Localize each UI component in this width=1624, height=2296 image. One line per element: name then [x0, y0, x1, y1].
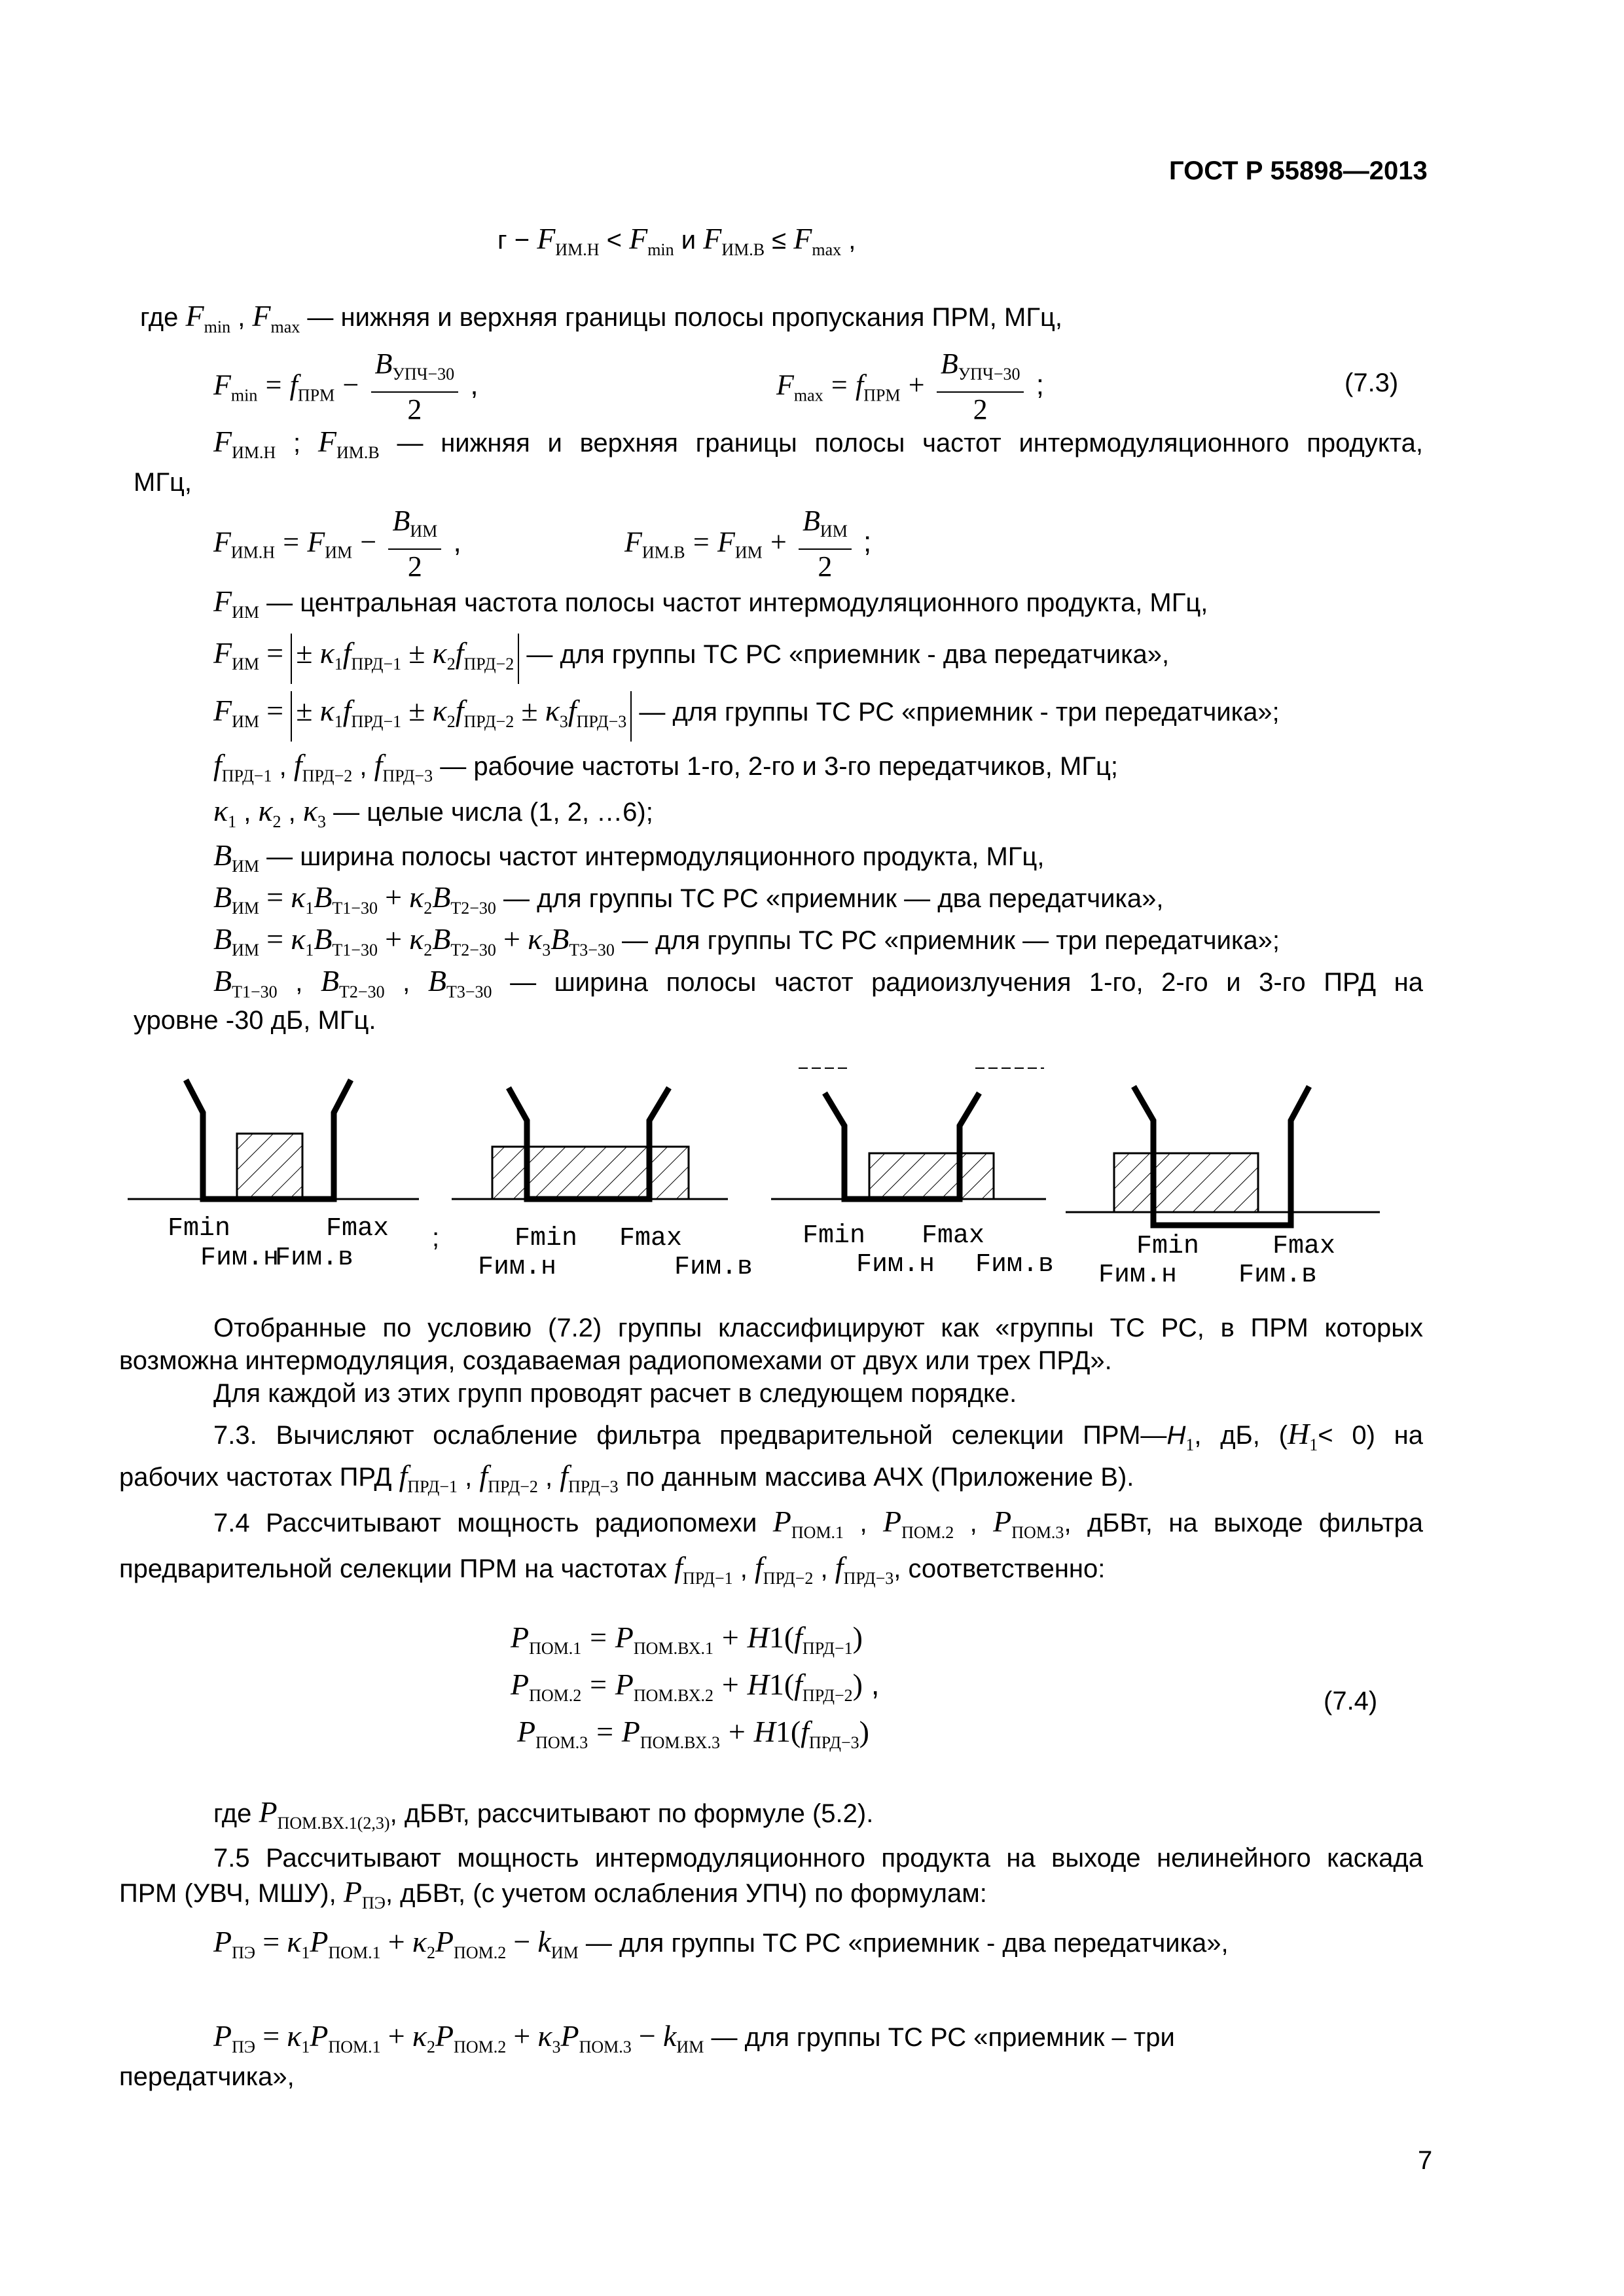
fig2-fimn-label: Fим.н	[478, 1253, 557, 1282]
fim-bounds-unit: МГц,	[134, 468, 192, 497]
fig1-fimn-label: Fим.н	[200, 1244, 280, 1273]
figure-panel-2	[452, 1088, 728, 1199]
formula-ppom3: $P_{ПОМ.3} = P_{ПОМ.ВХ.3} + H1(f_{ПРД-3})$	[517, 1715, 869, 1752]
fig4-fimn-label: Fим.н	[1098, 1261, 1178, 1290]
bt-definition-cont: уровне -30 дБ, МГц.	[134, 1006, 376, 1035]
equation-number-7-3: (7.3)	[1344, 368, 1399, 397]
fig1-fmin-label: Fmin	[168, 1214, 231, 1244]
formula-fim-three: $F_{ИМ}$ = ± $\kappa_1f_{ПРД-1} \pm \kappa_2f_{ПРД-2} \pm \kappa_3f_{ПРД-3}$ — для группы ТС РС «приемник - три передатчика»;	[213, 691, 1280, 742]
formula-pe-three: $P_{ПЭ} = \kappa_1P_{ПОМ.1} + \kappa_2P_{ПОМ.2} + \kappa_3P_{ПОМ.3} - k_{ИМ}$ — для группы ТС РС «приемник – три	[213, 2019, 1175, 2056]
figure-panel-4	[1066, 1086, 1380, 1225]
fig3-fimn-label: Fим.н	[856, 1250, 935, 1280]
figure-panel-1	[128, 1080, 419, 1199]
fig4-fimv-label: Fим.в	[1238, 1261, 1318, 1290]
formula-fim-two: $F_{ИМ}$ = ± $\kappa_1f_{ПРД-1} \pm \kappa_2f_{ПРД-2}$ — для группы ТС РС «приемник - два передатчика»,	[213, 634, 1169, 684]
fig1-fimv-label: Fим.в	[275, 1244, 354, 1273]
ppomvx-reference: где $P_{ПОМ.ВХ.1(2,3)}$, дБВт, рассчитывают по формуле (5.2).	[213, 1795, 874, 1833]
fig3-fmin-label: Fmin	[803, 1221, 866, 1251]
bt-definition: $B_{Т1-30}$ , $B_{Т2-30}$ , $B_{Т3-30}$ — ширина полосы частот радиоизлучения 1-го, 2-го и 3-го ПРД на	[213, 964, 1423, 1001]
page-number: 7	[1418, 2146, 1433, 2175]
equation-number-7-4: (7.4)	[1324, 1687, 1378, 1715]
fim-bounds-definition: $F_{ИМ.Н}$ ; $F_{ИМ.В}$ — нижняя и верхняя границы полосы частот интермодуляционного продукта,	[213, 425, 1424, 462]
paragraph-classification-3: Для каждой из этих групп проводят расчет в следующем порядке.	[213, 1379, 1017, 1408]
section-7-5: 7.5 Рассчитывают мощность интермодуляционного продукта на выходе нелинейного каскада	[213, 1844, 1423, 1873]
fig4-fmax-label: Fmax	[1272, 1232, 1336, 1261]
fig4-fmin-label: Fmin	[1136, 1232, 1200, 1261]
formula-fimn: $F_{ИМ.Н} = F_{ИМ}$ − $\frac{B_{ИМ}}{2}$ ,	[213, 505, 461, 583]
fig1-fmax-label: Fmax	[326, 1214, 389, 1244]
formula-fmax: $F_{max} = f_{ПРМ}$ + $\frac{B_{УПЧ-30}}{2}$ ;	[776, 348, 1044, 425]
fig2-fmax-label: Fmax	[619, 1224, 683, 1253]
figure-separator: ;	[432, 1223, 440, 1252]
formula-ppom2: $P_{ПОМ.2} = P_{ПОМ.ВХ.2} + H1(f_{ПРД-2})$ ,	[511, 1667, 880, 1705]
paragraph-classification-1: Отобранные по условию (7.2) группы классифицируют как «группы ТС РС, в ПРМ которых	[213, 1314, 1423, 1342]
formula-fimv: $F_{ИМ.В} = F_{ИМ}$ + $\frac{B_{ИМ}}{2}$ ;	[624, 505, 872, 583]
formula-ppom1: $P_{ПОМ.1} = P_{ПОМ.ВХ.1} + H1(f_{ПРД-1})$	[511, 1621, 863, 1658]
fig2-fmin-label: Fmin	[514, 1224, 578, 1253]
bim-definition: $B_{ИМ}$ — ширина полосы частот интермодуляционного продукта, МГц,	[213, 838, 1045, 876]
fmin-fmax-definition: где $F_{min}$ , $F_{max}$ — нижняя и верхняя границы полосы пропускания ПРМ, МГц,	[140, 299, 1063, 336]
section-7-5-cont: ПРМ (УВЧ, МШУ), $P_{ПЭ}$, дБВт, (с учетом ослабления УПЧ) по формулам:	[119, 1875, 987, 1912]
fprd-definition: $f_{ПРД-1}$ , $f_{ПРД-2}$ , $f_{ПРД-3}$ — рабочие частоты 1-го, 2-го и 3-го передатчиков, МГц;	[213, 748, 1119, 785]
figure-panel-3	[771, 1068, 1046, 1199]
document-header: ГОСТ Р 55898—2013	[1169, 156, 1428, 185]
formula-pe-two: $P_{ПЭ} = \kappa_1P_{ПОМ.1} + \kappa_2P_{ПОМ.2} - k_{ИМ}$ — для группы ТС РС «приемник - два передатчика»,	[213, 1925, 1229, 1962]
paragraph-classification-2: возможна интермодуляция, создаваемая радиопомехами от двух или трех ПРД».	[119, 1346, 1112, 1375]
condition-line: $г - F_{ИМ.Н} < F_{min}$ и $F_{ИМ.В} \le F_{max}$ ,	[497, 222, 856, 259]
section-7-4: 7.4 Рассчитывают мощность радиопомехи $P_{ПОМ.1}$ , $P_{ПОМ.2}$ , $P_{ПОМ.3}$, дБВт, на выходе фильтра	[213, 1505, 1424, 1542]
formula-bim-three: $B_{ИМ} = \kappa_1B_{Т1-30} + \kappa_2B_{Т2-30} + \kappa_3B_{Т3-30}$ — для группы ТС РС «приемник — три передатчика»;	[213, 922, 1280, 960]
fig3-fmax-label: Fmax	[922, 1221, 985, 1251]
fig2-fimv-label: Fим.в	[674, 1253, 753, 1282]
k-definition: $\kappa_1$ , $\kappa_2$ , $\kappa_3$ — целые числа (1, 2, …6);	[213, 794, 653, 831]
section-7-4-cont: предварительной селекции ПРМ на частотах $f_{ПРД-1}$ , $f_{ПРД-2}$ , $f_{ПРД-3}$, соответственно:	[119, 1551, 1106, 1588]
fig3-fimv-label: Fим.в	[975, 1250, 1055, 1280]
fim-definition: $F_{ИМ}$ — центральная частота полосы частот интермодуляционного продукта, МГц,	[213, 584, 1208, 622]
formula-bim-two: $B_{ИМ} = \kappa_1B_{Т1-30} + \kappa_2B_{Т2-30}$ — для группы ТС РС «приемник — два передатчика»,	[213, 880, 1164, 918]
section-7-3: 7.3. Вычисляют ослабление фильтра предварительной селекции $ПРМ—H_1$, дБ, $(H_1< 0)$ на	[213, 1417, 1423, 1454]
formula-pe-three-cont: передатчика»,	[119, 2062, 295, 2091]
section-7-3-cont: рабочих частотах ПРД $f_{ПРД-1}$ , $f_{ПРД-2}$ , $f_{ПРД-3}$ по данным массива АЧХ (Приложение В).	[119, 1459, 1134, 1496]
formula-fmin: $F_{min} = f_{ПРМ}$ − $\frac{B_{УПЧ-30}}{2}$ ,	[213, 348, 478, 425]
